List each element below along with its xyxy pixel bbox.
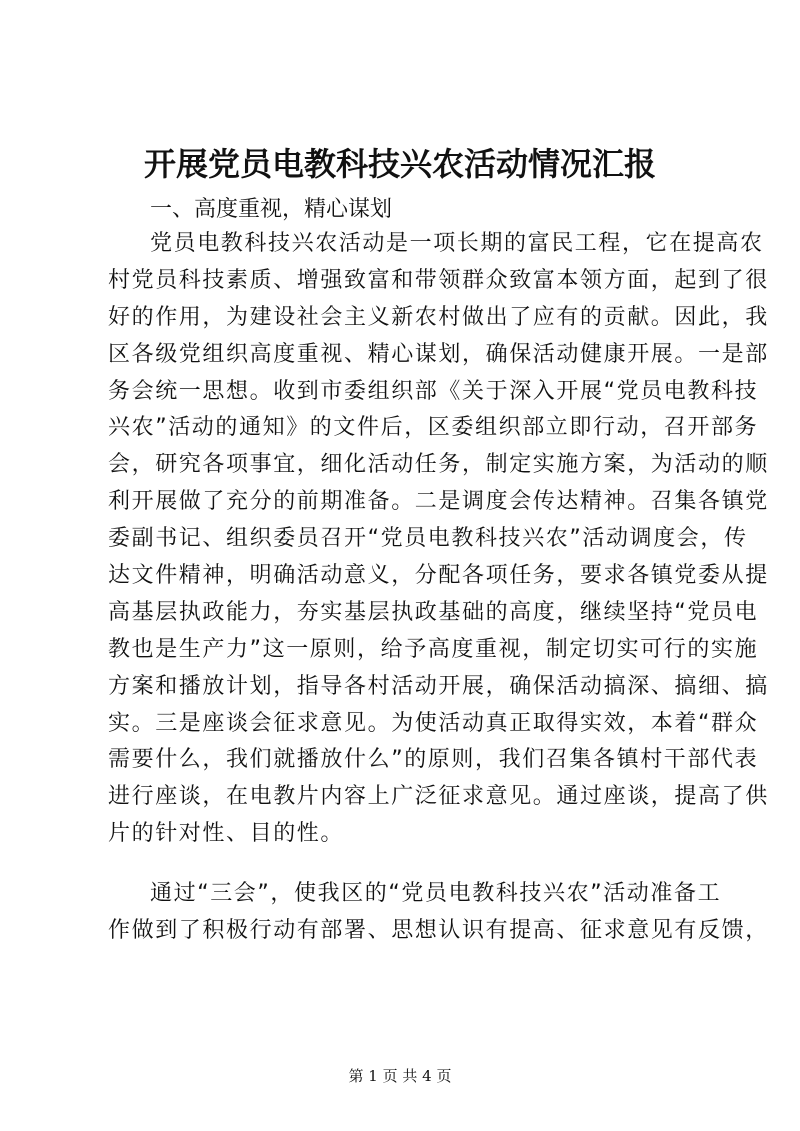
paragraph-line: 高基层执政能力，夯实基层执政基础的高度，继续坚持“党员电: [108, 599, 759, 625]
paragraph-line: 会，研究各项事宜，细化活动任务，制定实施方案，为活动的顺: [108, 452, 769, 478]
paragraph-line: 作做到了积极行动有部署、思想认识有提高、征求意见有反馈，: [108, 917, 769, 943]
paragraph-line: 实。三是座谈会征求意见。为使活动真正取得实效，本着“群众: [108, 710, 759, 736]
paragraph-1: [108, 226, 769, 853]
paragraph-line: 好的作用，为建设社会主义新农村做出了应有的贡献。因此，我: [108, 304, 769, 330]
paragraph-line: 达文件精神，明确活动意义，分配各项任务，要求各镇党委从提: [108, 563, 769, 589]
paragraph-line: 村党员科技素质、增强致富和带领群众致富本领方面，起到了很: [108, 267, 769, 293]
paragraph-line: 需要什么，我们就播放什么”的原则，我们召集各镇村干部代表: [108, 747, 759, 773]
paragraph-line: 利开展做了充分的前期准备。二是调度会传达精神。召集各镇党: [108, 489, 769, 515]
paragraph-line: 通过“三会”，使我区的“党员电教科技兴农”活动准备工: [150, 881, 722, 906]
page-number-footer: 第 1 页 共 4 页: [348, 1067, 452, 1085]
paragraph-line: 教也是生产力”这一原则，给予高度重视，制定切实可行的实施: [108, 636, 759, 662]
paragraph-line: 区各级党组织高度重视、精心谋划，确保活动健康开展。一是部: [108, 341, 769, 367]
paragraph-line: 方案和播放计划，指导各村活动开展，确保活动搞深、搞细、搞: [108, 673, 769, 699]
paragraph-line: 片的针对性、目的性。: [108, 821, 345, 847]
paragraph-line: 委副书记、组织委员召开“党员电教科技兴农”活动调度会，传: [108, 526, 748, 552]
paragraph-2: [108, 876, 769, 950]
paragraph-line: 进行座谈，在电教片内容上广泛征求意见。通过座谈，提高了供: [108, 784, 769, 810]
paragraph-line: 兴农”活动的通知》的文件后，区委组织部立即行动，召开部务: [108, 415, 759, 441]
section-heading: 一、高度重视，精心谋划: [150, 197, 393, 222]
paragraph-line: 务会统一思想。收到市委组织部《关于深入开展“党员电教科技: [108, 378, 759, 404]
paragraph-line: 党员电教科技兴农活动是一项长期的富民工程，它在提高农: [150, 231, 764, 256]
document-title: 开展党员电教科技兴农活动情况汇报: [143, 145, 656, 183]
